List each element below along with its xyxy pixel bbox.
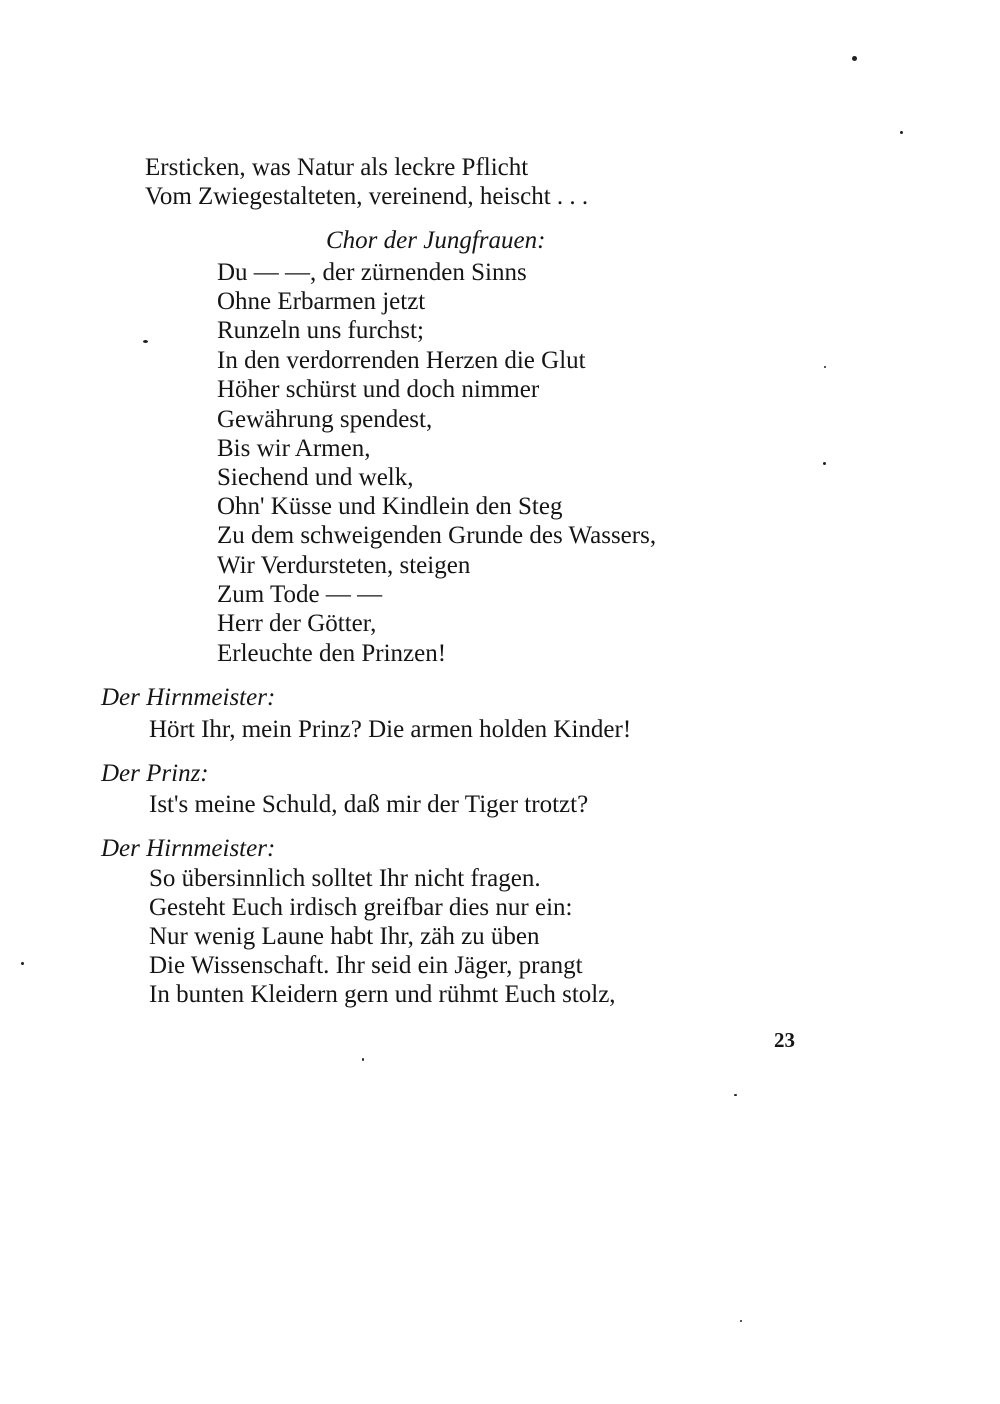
verse-line: Runzeln uns furchst;: [217, 317, 424, 344]
verse-line: Nur wenig Laune habt Ihr, zäh zu üben: [149, 923, 540, 950]
scan-speck: [143, 340, 148, 343]
verse-line: Ohn' Küsse und Kindlein den Steg: [217, 493, 563, 520]
verse-line: So übersinnlich solltet Ihr nicht fragen.: [149, 865, 541, 892]
verse-line: Zu dem schweigenden Grunde des Wassers,: [217, 522, 657, 549]
scan-speck: [852, 56, 857, 61]
scan-speck: [900, 131, 903, 134]
verse-line: Die Wissenschaft. Ihr seid ein Jäger, prangt: [149, 952, 583, 979]
verse-line: Herr der Götter,: [217, 610, 377, 637]
verse-line: Hört Ihr, mein Prinz? Die armen holden Kinder!: [149, 716, 632, 743]
verse-line: Bis wir Armen,: [217, 435, 371, 462]
verse-line: Ohne Erbarmen jetzt: [217, 288, 426, 315]
verse-line: In bunten Kleidern gern und rühmt Euch stolz,: [149, 981, 616, 1008]
verse-line: In den verdorrenden Herzen die Glut: [217, 347, 586, 374]
verse-line: Du — —, der zürnenden Sinns: [217, 259, 527, 286]
scan-speck: [823, 462, 826, 465]
verse-line: Vom Zwiegestalteten, vereinend, heischt . . .: [145, 183, 589, 210]
scan-speck: [740, 1320, 742, 1322]
scan-speck: [824, 366, 826, 368]
verse-line: Erleuchte den Prinzen!: [217, 640, 447, 667]
verse-line: Zum Tode — —: [217, 581, 383, 608]
speaker-heading: Der Hirnmeister:: [101, 684, 276, 711]
verse-line: Ist's meine Schuld, daß mir der Tiger trotzt?: [149, 791, 589, 818]
scan-speck: [734, 1094, 737, 1096]
speaker-heading: Der Hirnmeister:: [101, 835, 276, 862]
speaker-heading-chorus: Chor der Jungfrauen:: [326, 227, 546, 254]
verse-line: Gewährung spendest,: [217, 406, 433, 433]
verse-line: Ersticken, was Natur als leckre Pflicht: [145, 154, 529, 181]
scan-speck: [21, 962, 24, 965]
verse-line: Gesteht Euch irdisch greifbar dies nur ein:: [149, 894, 573, 921]
verse-line: Siechend und welk,: [217, 464, 414, 491]
speaker-heading: Der Prinz:: [101, 760, 209, 787]
verse-line: Höher schürst und doch nimmer: [217, 376, 540, 403]
scan-speck: [362, 1058, 364, 1061]
page-number: 23: [774, 1028, 795, 1052]
verse-line: Wir Verdursteten, steigen: [217, 552, 471, 579]
